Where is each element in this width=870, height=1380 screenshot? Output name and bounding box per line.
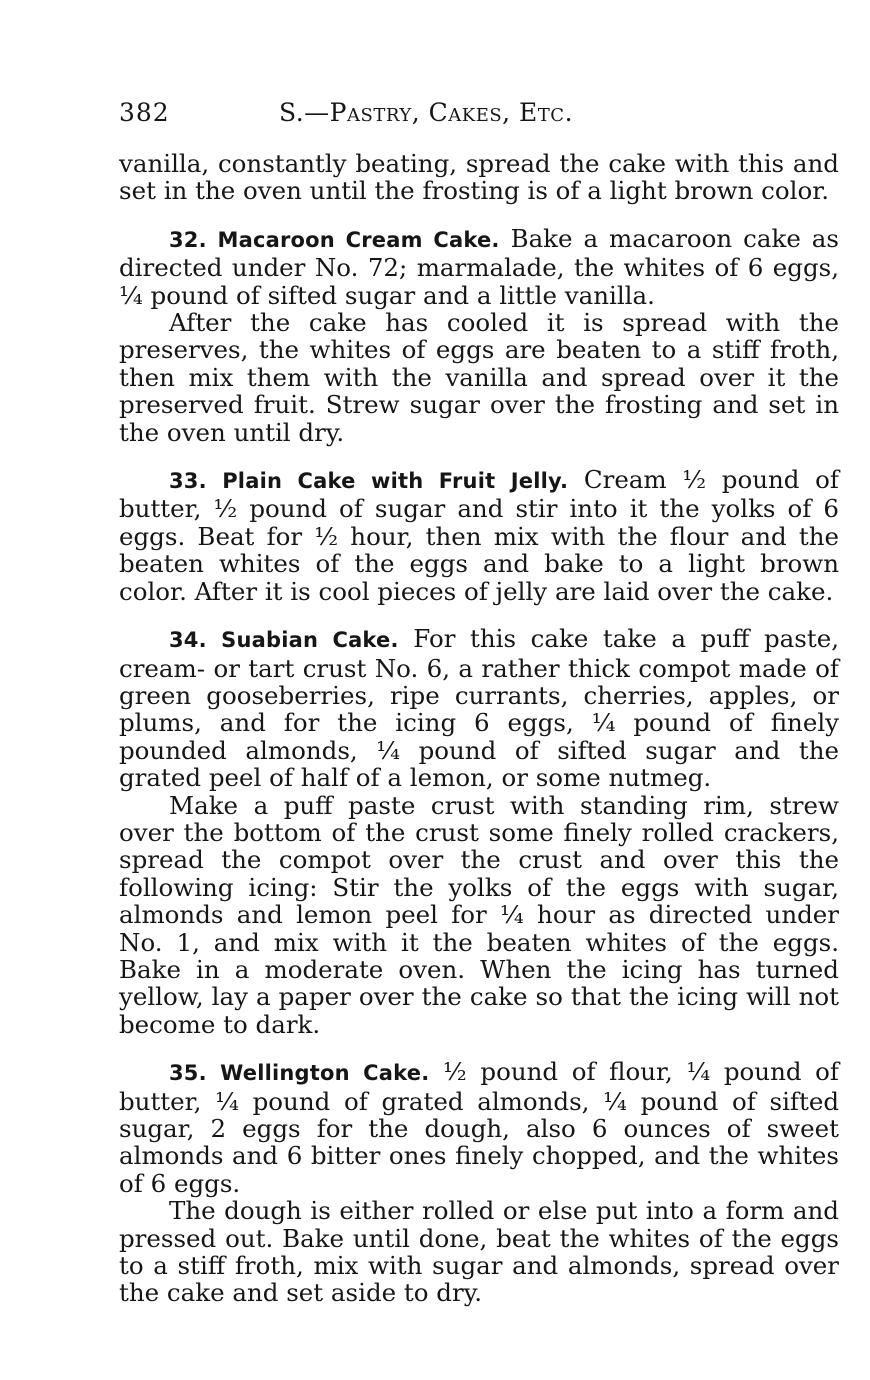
recipe-34-instructions: Make a puff paste crust with standing rim, strew over the bottom of the crust some finely rolled crackers, spread the compot over the crust and over this the following icing: Stir the yolks of the eggs with sugar, almonds and lemon peel for ¼ hour as directed under No. 1, and mix with it the beaten whites of the eggs. Bake in a moderate oven. When the icing has turned yellow, lay a paper over the cake so that the icing will not become to dark. xyxy=(119,790,839,1039)
recipe-body: For this cake take a puff paste, cream- or tart crust No. 6, a rather thick compot made of green gooseberries, ripe currants, cherries, apples, or plums, and for the icing 6 eggs, ¼ pound of finely pounded almonds, ¼ pound of sifted sugar and the grated peel of half of a lemon, or some nutmeg. xyxy=(119,624,839,793)
recipe-body: ½ pound of flour, ¼ pound of butter, ¼ pound of grated almonds, ¼ pound of sifted sugar, 2 eggs for the dough, also 6 ounces of sweet almonds and 6 bitter ones finely chopped, and the whites of 6 eggs. xyxy=(119,1057,839,1198)
recipe-34 xyxy=(119,625,839,791)
recipe-32-instructions: After the cake has cooled it is spread with the preserves, the whites of eggs are beaten to a stiff froth, then mix them with the vanilla and spread over it the preserved fruit. Strew sugar over the frosting and set in the oven until dry. xyxy=(119,308,839,447)
book-page xyxy=(119,98,839,1307)
recipe-33 xyxy=(119,466,839,605)
page-number: 382 xyxy=(119,98,170,127)
continuation-paragraph: vanilla, constantly beating, spread the cake with this and set in the oven until the frosting is of a light brown color. xyxy=(119,149,839,206)
recipe-heading: 34. Suabian Cake. xyxy=(169,628,399,653)
recipe-heading: 32. Macaroon Cream Cake. xyxy=(169,227,500,252)
recipe-35 xyxy=(119,1058,839,1197)
page-header xyxy=(119,98,839,150)
recipe-heading: 33. Plain Cake with Fruit Jelly. xyxy=(169,469,569,494)
running-head: S.—Pastry, Cakes, Etc. xyxy=(279,98,574,127)
recipe-body: Bake a macaroon cake as directed under No. 72; marmalade, the whites of 6 eggs, ¼ pound of sifted sugar and a little vanilla. xyxy=(119,223,839,310)
recipe-body: Cream ½ pound of butter, ½ pound of sugar and stir into it the yolks of 6 eggs. Beat for ½ hour, then mix with the flour and the beaten whites of the eggs and bake to a light brown color. After it is cool pieces of jelly are laid over the cake. xyxy=(119,465,839,606)
recipe-32 xyxy=(119,225,839,309)
recipe-heading: 35. Wellington Cake. xyxy=(169,1061,430,1086)
recipe-35-instructions: The dough is either rolled or else put into a form and pressed out. Bake until done, beat the whites of the eggs to a stiff froth, mix with sugar and almonds, spread over the cake and set aside to dry. xyxy=(119,1196,839,1308)
